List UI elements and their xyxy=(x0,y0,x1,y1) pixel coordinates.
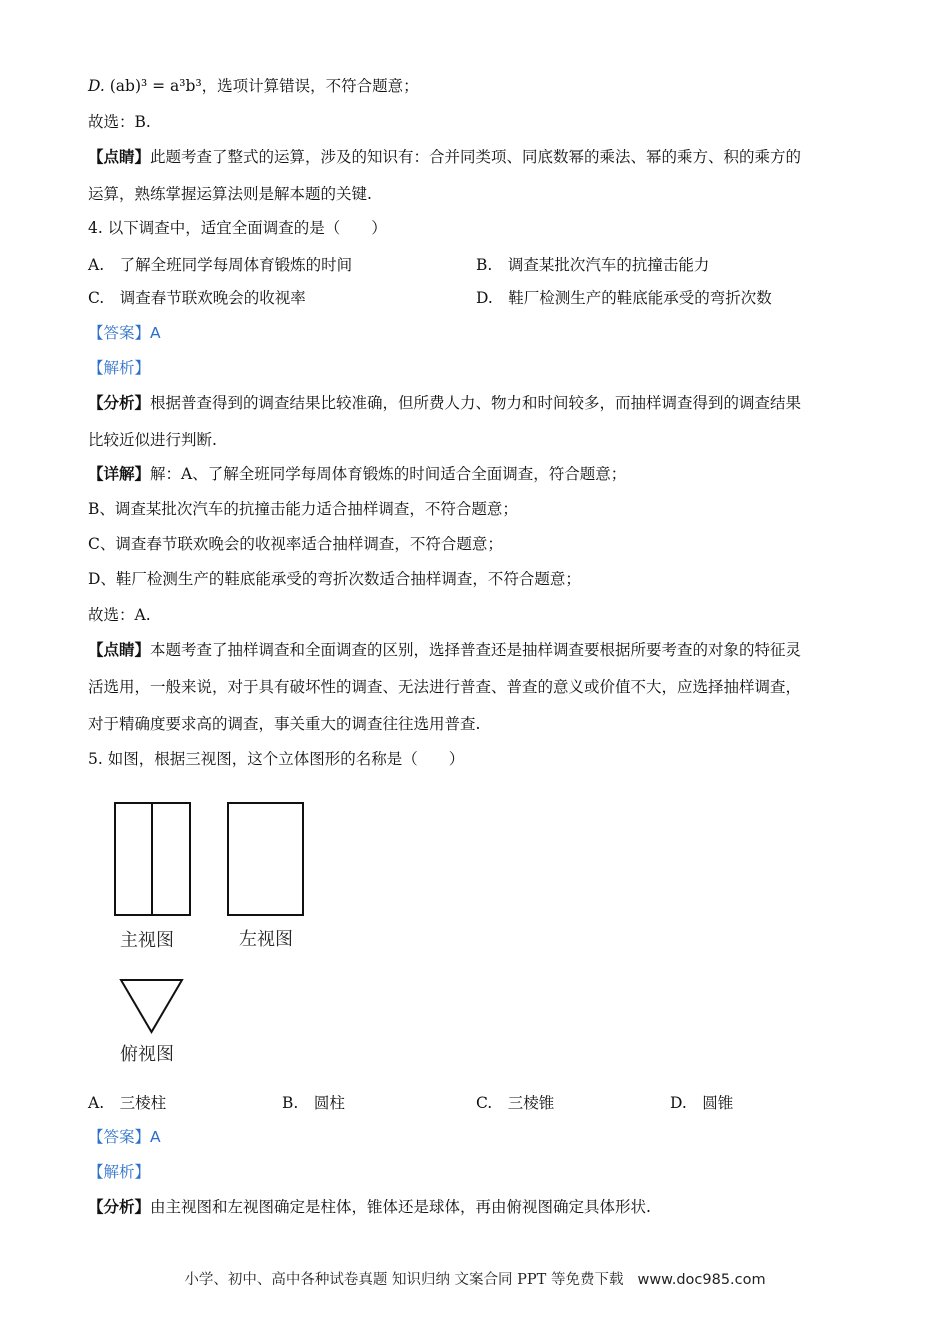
q4-choose: 故选：A. xyxy=(88,606,151,624)
left-view-label: 左视图 xyxy=(239,929,293,950)
fenxi-tag: 【分析】 xyxy=(88,393,151,412)
fenxi-tag: 【分析】 xyxy=(88,1197,151,1216)
q4-detail xyxy=(88,464,626,484)
footer-url[interactable]: www.doc985.com xyxy=(637,1272,766,1288)
question-4-stem: 4. 以下调查中，适宜全面调查的是（ ） xyxy=(88,219,387,237)
q5-answer xyxy=(88,1127,161,1147)
q4-option-b: B. 调查某批次汽车的抗撞击能力 xyxy=(476,256,710,274)
answer-value: A xyxy=(150,324,161,342)
q4-option-d: D. 鞋厂检测生产的鞋底能承受的弯折次数 xyxy=(476,289,772,307)
q4-detail-2: B、调查某批次汽车的抗撞击能力适合抽样调查，不符合题意； xyxy=(88,500,518,518)
q4-dianjing-2: 活选用，一般来说，对于具有破坏性的调查、无法进行普查、普查的意义或价值不大，应选择抽样调查， xyxy=(88,678,802,696)
top-view-label: 俯视图 xyxy=(120,1044,174,1065)
front-view-label: 主视图 xyxy=(120,930,174,951)
option-d-comment: ，选项计算错误，不符合题意； xyxy=(201,77,419,95)
q5-option-c: C. 三棱锥 xyxy=(476,1094,555,1112)
answer-tag: 【答案】 xyxy=(88,324,151,342)
option-d-label: D. xyxy=(88,77,105,95)
left-view-rect xyxy=(228,803,303,915)
q4-dianjing xyxy=(88,640,801,660)
q4-answer xyxy=(88,323,161,343)
dianjing-text: 此题考查了整式的运算，涉及的知识有：合并同类项、同底数幂的乘法、幂的乘方、积的乘方的 xyxy=(150,148,802,166)
choice-line: 故选：B. xyxy=(88,113,151,131)
q4-detail-4: D、鞋厂检测生产的鞋底能承受的弯折次数适合抽样调查，不符合题意； xyxy=(88,570,581,588)
footer-text: 小学、初中、高中各种试卷真题 知识归纳 文案合同 PPT 等免费下载 xyxy=(184,1272,624,1288)
q5-option-d: D. 圆锥 xyxy=(670,1094,734,1112)
detail-text: 解：A、了解全班同学每周体育锻炼的时间适合全面调查，符合题意； xyxy=(150,465,627,483)
option-d-explanation xyxy=(88,76,419,96)
dianjing-line-2: 运算，熟练掌握运算法则是解本题的关键. xyxy=(88,185,372,203)
dianjing-tag: 【点睛】 xyxy=(88,640,151,659)
q4-option-a: A. 了解全班同学每周体育锻炼的时间 xyxy=(88,256,353,274)
dianjing-tag: 【点睛】 xyxy=(88,147,151,166)
answer-tag: 【答案】 xyxy=(88,1128,151,1146)
fenxi-text: 根据普查得到的调查结果比较准确，但所费人力、物力和时间较多，而抽样调查得到的调查结果 xyxy=(150,394,802,412)
q4-dianjing-3: 对于精确度要求高的调查，事关重大的调查往往选用普查. xyxy=(88,715,481,733)
answer-value: A xyxy=(150,1128,161,1146)
q4-detail-3: C、调查春节联欢晚会的收视率适合抽样调查，不符合题意； xyxy=(88,535,503,553)
q5-fenxi xyxy=(88,1197,651,1217)
question-5-stem: 5. 如图，根据三视图，这个立体图形的名称是（ ） xyxy=(88,750,465,768)
dianjing-text: 本题考查了抽样调查和全面调查的区别，选择普查还是抽样调查要根据所要考查的对象的特征灵 xyxy=(150,641,802,659)
q5-option-a: A. 三棱柱 xyxy=(88,1094,167,1112)
q4-jiexi: 【解析】 xyxy=(88,359,151,377)
dianjing-line xyxy=(88,147,801,167)
math-expression: (ab)³ = a³b³ xyxy=(109,77,202,95)
page-footer xyxy=(0,1268,950,1289)
detail-tag: 【详解】 xyxy=(88,464,151,483)
q4-option-c: C. 调查春节联欢晚会的收视率 xyxy=(88,289,306,307)
fenxi-text: 由主视图和左视图确定是柱体，锥体还是球体，再由俯视图确定具体形状. xyxy=(150,1198,651,1216)
q5-option-b: B. 圆柱 xyxy=(282,1094,345,1112)
top-view-triangle xyxy=(121,980,182,1032)
q4-fenxi-2: 比较近似进行判断. xyxy=(88,431,217,449)
q4-fenxi xyxy=(88,393,801,413)
q5-jiexi: 【解析】 xyxy=(88,1163,151,1181)
